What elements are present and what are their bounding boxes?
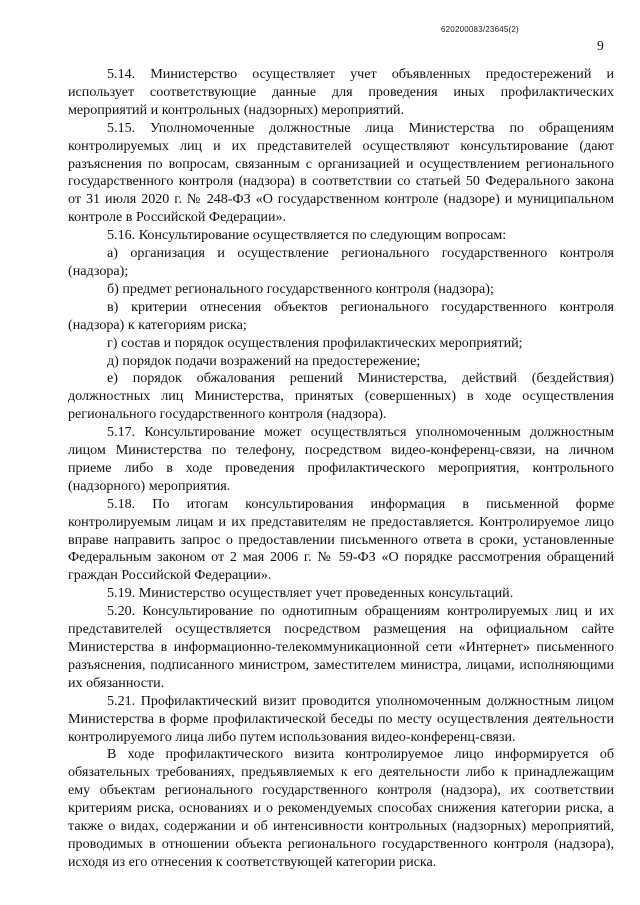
paragraph-5-19: 5.19. Министерство осуществляет учет проведенных консультаций. <box>107 585 514 602</box>
paragraph-5-16: 5.16. Консультирование осуществляется по следующим вопросам: <box>107 227 507 244</box>
paragraph-5-21: 5.21. Профилактический визит проводится уполномоченным должностным лицом Министерства в форме профилактической беседы по месту осуществления деятельности контролируемого лица либо путем использования видео-конференц-связи. <box>68 692 614 745</box>
list-item-a: а) организация и осуществление регионального государственного контроля (надзора); <box>68 245 614 279</box>
paragraph-5-18: 5.18. По итогам консультирования информация в письменной форме контролируемым лицам и их представителям не предоставляется. Контролируемое лицо вправе направить запрос о предоставлении письменного ответа в сроки, установленные Федеральным законом от 2 мая 2006 г. № 59-ФЗ «О порядке рассмотрения обращений граждан Российской Федерации». <box>68 495 614 584</box>
document-body <box>68 66 614 872</box>
list-item-v: в) критерии отнесения объектов регионального государственного контроля (надзора) к категориям риска; <box>68 298 614 333</box>
paragraph-5-20: 5.20. Консультирование по однотипным обращениям контролируемых лиц и их представителей осуществляется посредством размещения на официальном сайте Министерства в информационно-телекоммуникационной сети «Интернет» письменного разъяснения, подписанного министром, заместителем министра, лицами, исполняющими их обязанности. <box>68 603 614 691</box>
list-item-g: г) состав и порядок осуществления профилактических мероприятий; <box>107 334 523 351</box>
page-number: 9 <box>597 38 604 53</box>
paragraph-5-14: 5.14. Министерство осуществляет учет объявленных предостережений и использует соответствующие данные для проведения иных профилактических мероприятий и контрольных (надзорных) мероприятий. <box>68 66 614 118</box>
document-id: 620200083/23645(2) <box>441 25 519 34</box>
list-item-b: б) предмет регионального государственного контроля (надзора); <box>107 280 494 297</box>
paragraph-5-15: 5.15. Уполномоченные должностные лица Министерства по обращениям контролируемых лиц и их представителей осуществляют консультирование (дают разъяснения по вопросам, связанным с организацией и осуществлением регионального государственного контроля (надзора) в соответствии со статьей 50 Федерального закона от 31 июля 2020 г. № 248-ФЗ «О государственном контроле (надзоре) и муниципальном контроле в Российской Федерации». <box>68 119 614 226</box>
list-item-d: д) порядок подачи возражений на предостережение; <box>107 352 421 369</box>
list-item-e: е) порядок обжалования решений Министерства, действий (бездействия) должностных лиц Министерства, принятых (совершенных) в ходе осуществления регионального государственного контроля (надзора). <box>68 370 614 423</box>
paragraph-5-17: 5.17. Консультирование может осуществляться уполномоченным должностным лицом Министерства по телефону, посредством видео-конференц-связи, на личном приеме либо в ходе проведения профилактического мероприятия, контрольного (надзорного) мероприятия. <box>68 424 614 494</box>
paragraph-visit-details: В ходе профилактического визита контролируемое лицо информируется об обязательных требованиях, предъявляемых к его деятельности либо к принадлежащим ему объектам регионального государственного контроля (надзора), их соответствии критериям риска, основаниях и о рекомендуемых способах снижения категории риска, а также о видах, содержании и об интенсивности контрольных (надзорных) мероприятий, проводимых в отношении объекта регионального государственного контроля (надзора), исходя из его отнесения к соответствующей категории риска. <box>68 746 614 870</box>
